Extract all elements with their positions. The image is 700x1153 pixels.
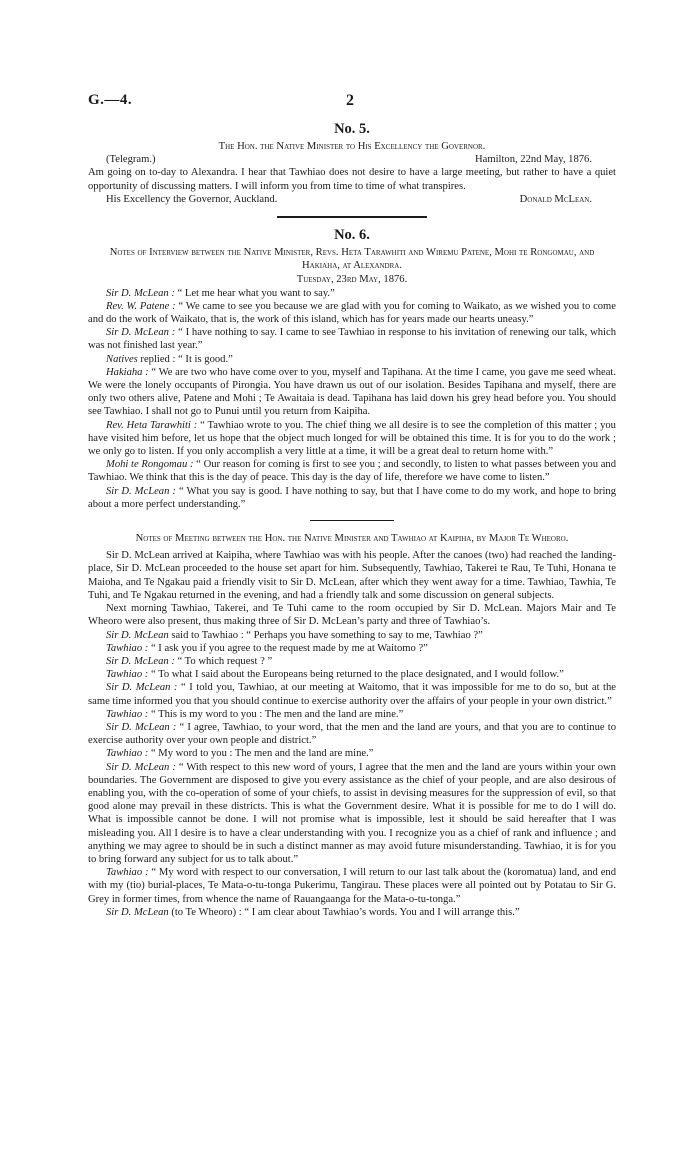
speech-text: “ I told you, Tawhiao, at our meeting at Waitomo, that it was impossible for me to do so, but at the same time informed you that you should continue to exercise authority over the affairs of your people in your own district.” — [88, 682, 616, 707]
speaker-name: Sir D. McLean : — [106, 655, 175, 667]
telegram-addressee: His Excellency the Governor, Auckland. — [106, 193, 278, 205]
meeting-heading: Notes of Meeting between the Hon. the Native Minister and Tawhiao at Kaipiha, by Major Te Wheoro. — [135, 533, 569, 545]
speaker-name: Sir D. McLean : — [106, 721, 177, 733]
dialogue-paragraph — [88, 681, 616, 707]
dialogue-paragraph — [88, 353, 616, 366]
dialogue-paragraph — [88, 287, 616, 300]
meeting-intro-paragraph: Sir D. McLean arrived at Kaipiha, where Tawhiao was with his people. After the canoes (two) had reached the landing-place, Sir D. McLean proceeded to the house set apart for him. Subsequently, Tawhiao, Takerei te Rau, Te Tuhi, Honana te Maioha, and Te Ngakau paid a friendly visit to Sir D. McLean, after which they went away for a time. Tawhiao, Tawhia, Te Tuhi, and Te Ngakau returned in the evening, and had a friendly talk and some discussion on general subjects. — [88, 550, 616, 601]
speech-text: replied : “ It is good.” — [137, 353, 233, 365]
meeting-paragraphs — [88, 629, 616, 919]
telegram-kind: (Telegram.) — [106, 154, 156, 166]
speech-text: “ We came to see you because we are glad with you for coming to Waikato, as we wished you to come and do the work of Waikato, that is, the work of this island, which has for years made our hearts uneasy.” — [88, 300, 617, 326]
dialogue-paragraph — [88, 866, 616, 906]
speaker-name: Sir D. McLean — [106, 629, 169, 641]
speech-text: “ We are two who have come over to you, myself and Tapihana. At the time I came, you gave me seed wheat. We were the lonely occupants of Pirongia. You have drawn us out of our isolation. Besides Tapihana and myself, there are only two others alive, Patene and Mohi ; Te Awaitaia is dead. Tapihana has laid down his grey head before you. You should see Tawhiao. I shall not go to Punui until you return from Kaipiha. — [88, 366, 616, 418]
telegram-line — [88, 153, 616, 166]
dialogue-paragraph — [88, 629, 616, 642]
meeting-intro-paragraph: Next morning Tawhiao, Takerei, and Te Tuhi came to the room occupied by Sir D. McLean. Majors Mair and Te Wheoro were also present, thus making three of Sir D. McLean’s party and three of Tawhiao’s. — [88, 603, 616, 628]
section-6-heading: Notes of Interview between the Native Minister, Revs. Heta Tarawhiti and Wiremu Patene, Mohi te Rongomau, and Hakiaha, at Alexandra. — [109, 247, 595, 272]
speaker-name: Tawhiao : — [106, 867, 149, 879]
speech-text: “ To what I said about the Europeans being returned to the place designated, and I would follow.” — [148, 669, 564, 681]
speech-text: “ Tawhiao wrote to you. The chief thing we all desire is to see the completion of this matter ; you have visited him before, let us hope that the object much longed for will be obtained this time. It is for you to do the work ; we only go to listen. If you only accomplish a very little at a time, it will be a great deal to return home with.” — [88, 419, 616, 458]
dialogue-paragraph — [88, 485, 616, 511]
speech-text: “ Let me hear what you want to say.” — [174, 287, 335, 299]
speech-text: “ I have nothing to say. I came to see Tawhiao in response to his invitation of renewing our talk, which was not finished last year.” — [88, 327, 616, 352]
speech-text: “ My word with respect to our conversation, I will return to our last talk about the (koromatua) land, and end with my (tio) burial-places, Te Mata-o-tu-tonga Pukerimu, Tangirau. These places were all pointed out by Potatau to Sir G. Grey in former times, from whence the name of Rauangaanga for the Mata-o-tu-tonga.” — [88, 867, 616, 905]
speech-text: “ I agree, Tawhiao, to your word, that the men and the land are yours, and that you are to continue to exercise authority over your own people and district.” — [88, 721, 616, 747]
dialogue-paragraph — [88, 708, 616, 721]
page-number: 2 — [346, 92, 354, 109]
speaker-name: Sir D. McLean : — [106, 327, 176, 339]
speech-text: “ Our reason for coming is first to see you ; and secondly, to listen to what passes between you and Tawhiao. We think that this is the day of peace. This day is the day of life, therefore we have come to listen.” — [88, 459, 617, 484]
speech-text: “ To which request ? ” — [174, 655, 273, 667]
dialogue-paragraph — [88, 642, 616, 655]
speaker-name: Sir D. McLean — [106, 906, 169, 918]
speech-text: “ With respect to this new word of yours, I agree that the men and the land are yours within your own boundaries. The Government are disposed to give you every assistance as the chief of your people, and are also desirous of enabling you, with the co-operation of some of your chiefs, to assist in devising measures for the suppression of evil, so that good alone may prevail in these districts. This is what the Government desire. What it is possible for me to do I will do. What is impossible cannot be done. I will not promise what is impossible, lest it should be said hereafter that I was misleading you. All I desire is to have a clear understanding with you. I recognize you as a chief of rank and influence ; and anything we may agree to should be in such a distinct manner as may avoid future misunderstanding. Tawhiao, it is for you to bring forward any subject for us to talk about.” — [88, 761, 616, 865]
speaker-name: Mohi te Rongomau : — [106, 459, 194, 471]
section-number-6: No. 6. — [334, 227, 370, 244]
speaker-name: Rev. Heta Tarawhiti : — [106, 419, 198, 431]
paper-reference: G.—4. — [88, 92, 133, 108]
speaker-name: Tawhiao : — [106, 669, 149, 681]
telegram-signature: Donald McLean. — [519, 193, 592, 205]
dialogue-paragraph — [88, 326, 616, 352]
dialogue-paragraph — [88, 458, 616, 484]
speech-text: “ This is my word to you : The men and the land are mine.” — [148, 708, 404, 720]
section-number-5: No. 5. — [334, 121, 370, 137]
section-5-heading: The Hon. the Native Minister to His Excellency the Governor. — [218, 141, 486, 152]
dialogue-paragraph — [88, 668, 616, 681]
telegram-body: Am going on to-day to Alexandra. I hear that Tawhiao does not desire to have a large meeting, but rather to have a quiet opportunity of discussing matters. I will inform you from time to time of what transpires. — [88, 167, 616, 192]
dialogue-paragraph — [88, 747, 616, 760]
telegram-place-date: Hamilton, 22nd May, 1876. — [474, 154, 592, 166]
minor-divider — [310, 520, 394, 521]
dialogue-paragraph — [88, 419, 616, 459]
speaker-name: Tawhiao : — [106, 708, 149, 720]
dialogue-paragraph — [88, 300, 616, 326]
speaker-name: Sir D. McLean : — [106, 682, 178, 694]
section-divider — [277, 216, 427, 218]
telegram-closing — [88, 193, 616, 206]
dialogue-paragraph — [88, 761, 616, 867]
speech-text: “ What you say is good. I have nothing to say, but that I have come to do my work, and hope to bring about a more perfect understanding.” — [88, 485, 616, 510]
speaker-name: Tawhiao : — [106, 642, 149, 654]
speech-text: “ My word to you : The men and the land are mine.” — [148, 748, 374, 760]
dialogue-paragraph — [88, 366, 616, 419]
page-body — [88, 116, 616, 919]
speech-text: (to Te Wheoro) : “ I am clear about Tawhiao’s words. You and I will arrange this.” — [168, 906, 520, 918]
speech-text: said to Tawhiao : “ Perhaps you have something to say to me, Tawhiao ?” — [168, 629, 483, 641]
speaker-name: Rev. W. Patene : — [106, 300, 176, 312]
interview-date: Tuesday, 23rd May, 1876. — [296, 274, 408, 286]
running-header — [88, 92, 612, 110]
dialogue-paragraph — [88, 655, 616, 668]
speech-text: “ I ask you if you agree to the request made by me at Waitomo ?” — [148, 642, 428, 654]
dialogue-paragraph — [88, 906, 616, 919]
speaker-name: Sir D. McLean : — [106, 485, 176, 497]
dialogue-paragraph — [88, 721, 616, 747]
speaker-name: Sir D. McLean : — [106, 287, 175, 299]
speaker-name: Hakiaha : — [106, 366, 149, 378]
speaker-name: Natives — [106, 353, 138, 365]
interview-paragraphs — [88, 287, 616, 511]
speaker-name: Sir D. McLean : — [106, 761, 176, 773]
speaker-name: Tawhiao : — [106, 748, 149, 760]
